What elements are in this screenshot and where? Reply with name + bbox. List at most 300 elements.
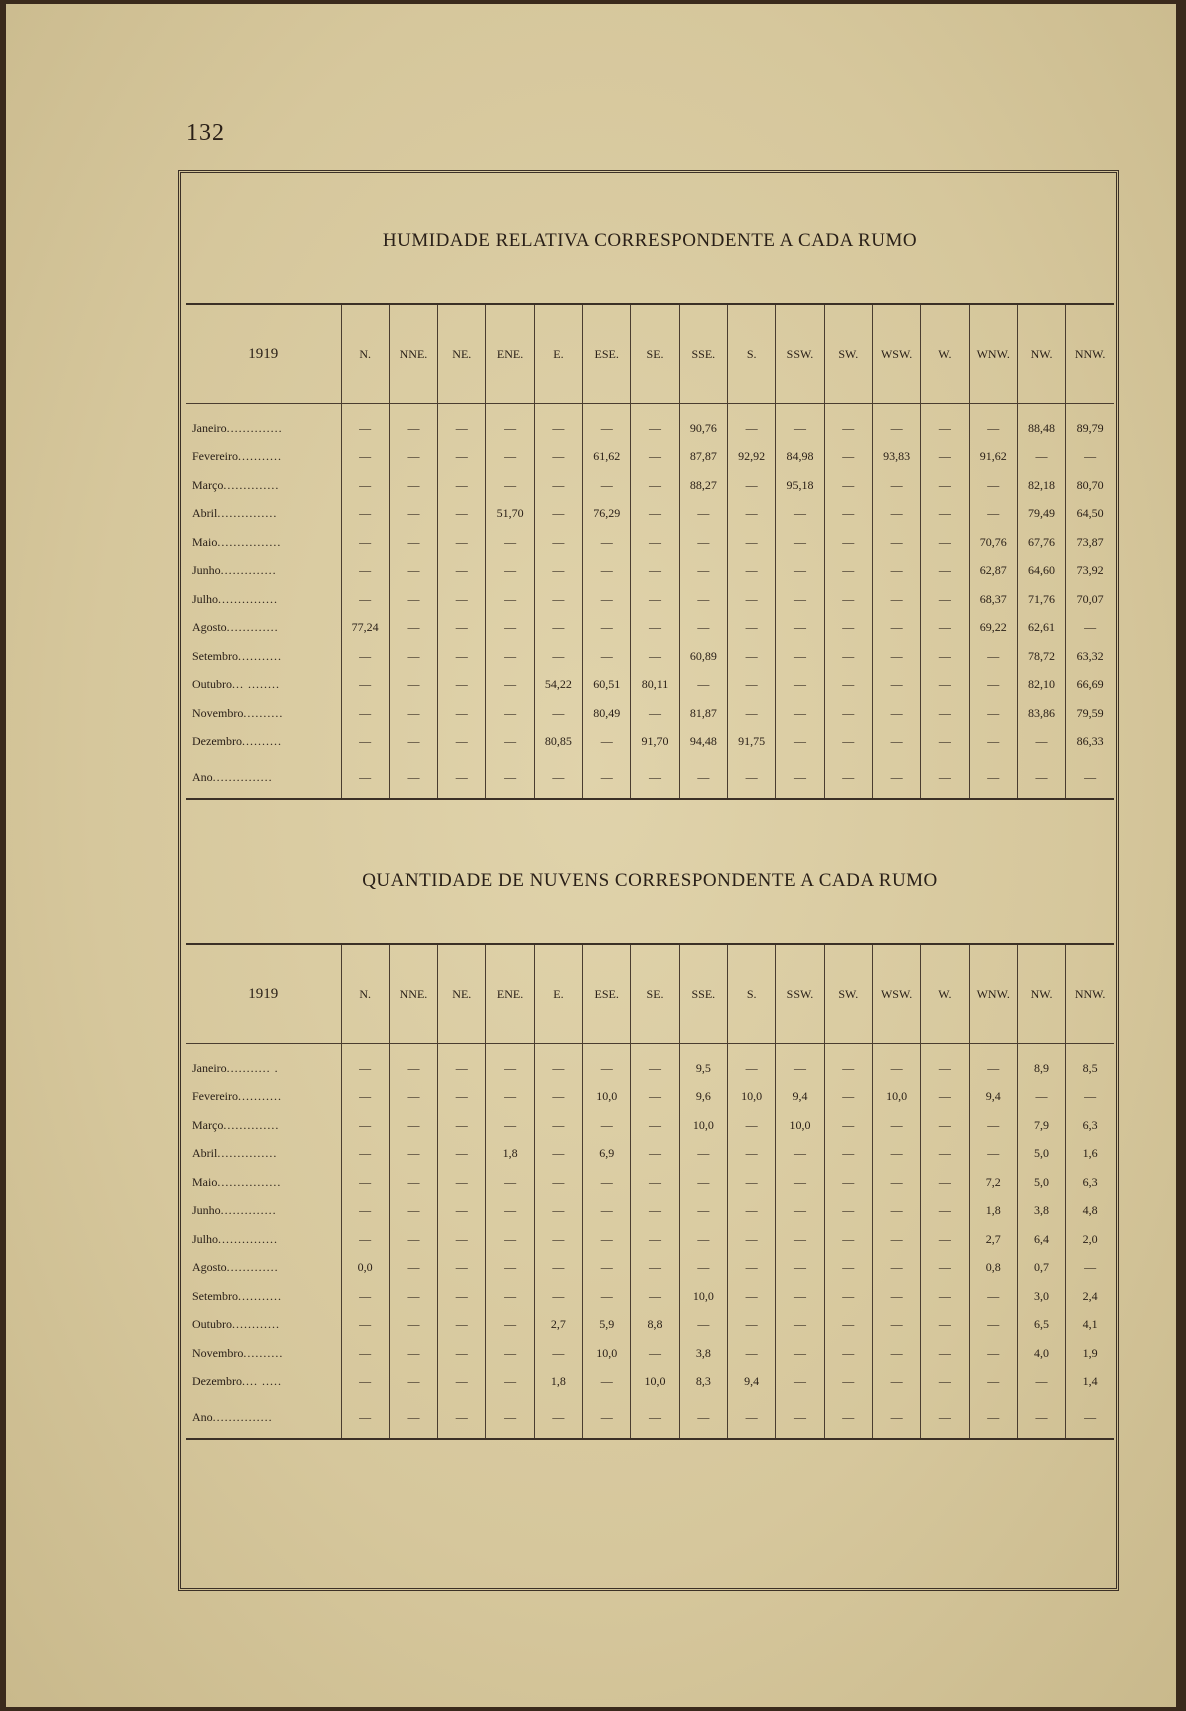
value-cell: — — [969, 1282, 1017, 1311]
value-cell: — — [921, 1311, 969, 1340]
month-row — [186, 404, 1114, 443]
leader-dots: ............... — [212, 1409, 273, 1424]
value-cell: — — [438, 1225, 486, 1254]
value-cell: 10,0 — [679, 1282, 727, 1311]
value-cell: 60,89 — [679, 642, 727, 671]
value-cell: — — [824, 614, 872, 643]
value-cell: 9,5 — [679, 1044, 727, 1083]
row-label: Agosto — [192, 1260, 227, 1275]
value-cell: — — [341, 528, 389, 557]
row-label: Novembro — [192, 705, 244, 720]
value-cell: 8,3 — [679, 1368, 727, 1397]
value-cell: — — [728, 471, 776, 500]
value-cell: 70,76 — [969, 528, 1017, 557]
value-cell: 83,86 — [1017, 699, 1065, 728]
value-cell: 68,37 — [969, 585, 1017, 614]
value-cell: — — [583, 1111, 631, 1140]
value-cell: 2,7 — [969, 1225, 1017, 1254]
year-header: 1919 — [186, 305, 341, 404]
value-cell: — — [921, 671, 969, 700]
leader-dots: .............. — [220, 563, 277, 578]
row-label-cell — [186, 614, 341, 643]
value-cell: — — [486, 585, 534, 614]
value-cell: — — [824, 1111, 872, 1140]
value-cell: — — [728, 1044, 776, 1083]
value-cell: — — [534, 614, 582, 643]
column-header-direction: WNW. — [969, 945, 1017, 1044]
value-cell: — — [824, 1044, 872, 1083]
value-cell: — — [583, 1254, 631, 1283]
value-cell: — — [389, 585, 437, 614]
value-cell: — — [824, 1282, 872, 1311]
humidity-table-section — [186, 178, 1114, 800]
leader-dots: .... ..... — [241, 1374, 282, 1389]
value-cell: — — [534, 404, 582, 443]
row-label: Maio — [192, 1174, 218, 1189]
value-cell: — — [534, 642, 582, 671]
column-header-direction: S. — [728, 945, 776, 1044]
value-cell: — — [438, 1044, 486, 1083]
value-cell: — — [824, 528, 872, 557]
value-cell: — — [728, 1311, 776, 1340]
value-cell: — — [583, 642, 631, 671]
value-cell: 82,18 — [1017, 471, 1065, 500]
value-cell: — — [824, 471, 872, 500]
value-cell: — — [728, 614, 776, 643]
value-cell: — — [631, 557, 679, 586]
leader-dots: .......... — [243, 1345, 284, 1360]
value-cell: — — [486, 1044, 534, 1083]
value-cell: 51,70 — [486, 500, 534, 529]
row-label-cell — [186, 1197, 341, 1226]
month-row — [186, 528, 1114, 557]
value-cell: — — [438, 1168, 486, 1197]
value-cell: — — [341, 1311, 389, 1340]
value-cell: 63,32 — [1066, 642, 1114, 671]
row-label-cell — [186, 642, 341, 671]
value-cell: — — [534, 585, 582, 614]
value-cell: — — [583, 614, 631, 643]
month-row — [186, 1225, 1114, 1254]
value-cell: — — [341, 1396, 389, 1438]
value-cell: — — [438, 1140, 486, 1169]
value-cell: 66,69 — [1066, 671, 1114, 700]
value-cell: — — [486, 1368, 534, 1397]
value-cell: — — [631, 528, 679, 557]
column-header-direction: SW. — [824, 945, 872, 1044]
value-cell: 64,50 — [1066, 500, 1114, 529]
value-cell: — — [438, 1111, 486, 1140]
value-cell: — — [631, 443, 679, 472]
value-cell: — — [389, 1111, 437, 1140]
value-cell: 1,9 — [1066, 1339, 1114, 1368]
value-cell: — — [728, 404, 776, 443]
value-cell: — — [486, 404, 534, 443]
row-label-cell — [186, 1044, 341, 1083]
value-cell: — — [631, 585, 679, 614]
clouds-table — [186, 945, 1114, 1438]
value-cell: 86,33 — [1066, 728, 1114, 757]
row-label-cell — [186, 1368, 341, 1397]
column-header-direction: SW. — [824, 305, 872, 404]
value-cell: — — [824, 500, 872, 529]
leader-dots: ............ — [232, 1317, 280, 1332]
value-cell: — — [921, 1254, 969, 1283]
value-cell: — — [389, 728, 437, 757]
annual-row — [186, 756, 1114, 798]
value-cell: — — [872, 699, 920, 728]
value-cell: 62,61 — [1017, 614, 1065, 643]
value-cell: — — [389, 699, 437, 728]
value-cell: — — [776, 671, 824, 700]
value-cell: — — [969, 642, 1017, 671]
value-cell: — — [679, 1311, 727, 1340]
value-cell: 94,48 — [679, 728, 727, 757]
value-cell: — — [534, 1396, 582, 1438]
value-cell: — — [438, 585, 486, 614]
value-cell: — — [438, 1368, 486, 1397]
row-label: Fevereiro — [192, 1089, 238, 1104]
month-row — [186, 1311, 1114, 1340]
value-cell: — — [486, 1339, 534, 1368]
value-cell: — — [679, 528, 727, 557]
value-cell: 4,1 — [1066, 1311, 1114, 1340]
value-cell: — — [776, 1140, 824, 1169]
table-title: QUANTIDADE DE NUVENS CORRESPONDENTE A CADA RUMO — [186, 818, 1114, 945]
year-header: 1919 — [186, 945, 341, 1044]
value-cell: — — [534, 1339, 582, 1368]
leader-dots: ............... — [217, 506, 278, 521]
page-number: 132 — [186, 120, 225, 146]
value-cell: 10,0 — [872, 1083, 920, 1112]
value-cell: 3,8 — [1017, 1197, 1065, 1226]
value-cell: — — [679, 756, 727, 798]
leader-dots: ............... — [218, 1231, 279, 1246]
row-label-cell — [186, 1396, 341, 1438]
value-cell: 0,8 — [969, 1254, 1017, 1283]
value-cell: 64,60 — [1017, 557, 1065, 586]
row-label-cell — [186, 1168, 341, 1197]
leader-dots: ............... — [218, 591, 279, 606]
value-cell: — — [389, 671, 437, 700]
value-cell: 54,22 — [534, 671, 582, 700]
month-row — [186, 1111, 1114, 1140]
value-cell: — — [969, 671, 1017, 700]
row-label: Julho — [192, 591, 219, 606]
value-cell: — — [728, 1197, 776, 1226]
column-header-direction: ESE. — [583, 945, 631, 1044]
value-cell: — — [438, 642, 486, 671]
value-cell: — — [486, 699, 534, 728]
column-header-direction: N. — [341, 945, 389, 1044]
value-cell: — — [389, 500, 437, 529]
value-cell: — — [872, 614, 920, 643]
value-cell: — — [631, 1282, 679, 1311]
value-cell: — — [921, 471, 969, 500]
value-cell: 93,83 — [872, 443, 920, 472]
value-cell: 82,10 — [1017, 671, 1065, 700]
value-cell: — — [921, 1368, 969, 1397]
value-cell: — — [438, 404, 486, 443]
value-cell: — — [921, 756, 969, 798]
leader-dots: .............. — [223, 477, 280, 492]
row-label: Outubro — [192, 677, 232, 692]
value-cell: 6,3 — [1066, 1168, 1114, 1197]
value-cell: — — [872, 471, 920, 500]
value-cell: — — [389, 1254, 437, 1283]
column-header-direction: NW. — [1017, 945, 1065, 1044]
value-cell: — — [341, 1282, 389, 1311]
row-label-cell — [186, 443, 341, 472]
value-cell: — — [631, 1396, 679, 1438]
value-cell: — — [728, 1111, 776, 1140]
value-cell: — — [534, 471, 582, 500]
value-cell: — — [341, 1140, 389, 1169]
row-label: Dezembro — [192, 1374, 242, 1389]
value-cell: — — [631, 1140, 679, 1169]
value-cell: — — [631, 471, 679, 500]
month-row — [186, 1140, 1114, 1169]
month-row — [186, 728, 1114, 757]
value-cell: — — [776, 1225, 824, 1254]
column-header-direction: SSW. — [776, 945, 824, 1044]
month-row — [186, 443, 1114, 472]
value-cell: — — [341, 1225, 389, 1254]
column-header-direction: NNE. — [389, 305, 437, 404]
month-row — [186, 500, 1114, 529]
value-cell: — — [1017, 1083, 1065, 1112]
value-cell: — — [534, 528, 582, 557]
value-cell: — — [631, 1044, 679, 1083]
value-cell: — — [438, 671, 486, 700]
value-cell: — — [824, 1368, 872, 1397]
value-cell: — — [921, 1282, 969, 1311]
leader-dots: .............. — [220, 1203, 277, 1218]
value-cell: — — [631, 614, 679, 643]
value-cell: — — [872, 1111, 920, 1140]
value-cell: — — [486, 557, 534, 586]
value-cell: — — [824, 443, 872, 472]
row-label-cell — [186, 1111, 341, 1140]
value-cell: — — [341, 1111, 389, 1140]
value-cell: — — [776, 500, 824, 529]
row-label: Ano — [192, 769, 213, 784]
row-label-cell — [186, 671, 341, 700]
value-cell: — — [1066, 756, 1114, 798]
value-cell: — — [872, 1396, 920, 1438]
value-cell: — — [776, 756, 824, 798]
value-cell: — — [631, 642, 679, 671]
value-cell: — — [341, 1044, 389, 1083]
value-cell: — — [776, 1368, 824, 1397]
value-cell: 91,75 — [728, 728, 776, 757]
value-cell: — — [534, 443, 582, 472]
row-label: Março — [192, 1117, 224, 1132]
value-cell: — — [631, 404, 679, 443]
month-row — [186, 1368, 1114, 1397]
leader-dots: ............... — [212, 769, 273, 784]
column-header-direction: NNE. — [389, 945, 437, 1044]
value-cell: 79,49 — [1017, 500, 1065, 529]
value-cell: — — [921, 1083, 969, 1112]
value-cell: — — [486, 642, 534, 671]
value-cell: — — [534, 1168, 582, 1197]
row-label-cell — [186, 528, 341, 557]
annual-row — [186, 1396, 1114, 1438]
leader-dots: ................ — [217, 1174, 282, 1189]
value-cell: — — [583, 1282, 631, 1311]
value-cell: — — [728, 671, 776, 700]
value-cell: 80,49 — [583, 699, 631, 728]
value-cell: — — [486, 1111, 534, 1140]
value-cell: — — [389, 1311, 437, 1340]
row-label-cell — [186, 1282, 341, 1311]
value-cell: — — [872, 1254, 920, 1283]
month-row — [186, 557, 1114, 586]
column-header-direction: W. — [921, 305, 969, 404]
value-cell: — — [583, 1197, 631, 1226]
value-cell: — — [679, 614, 727, 643]
value-cell: — — [1066, 614, 1114, 643]
value-cell: 71,76 — [1017, 585, 1065, 614]
row-label-cell — [186, 728, 341, 757]
row-label: Dezembro — [192, 734, 242, 749]
value-cell: — — [631, 1225, 679, 1254]
value-cell: — — [341, 557, 389, 586]
row-label-cell — [186, 1339, 341, 1368]
column-header-direction: ENE. — [486, 305, 534, 404]
value-cell: — — [438, 1197, 486, 1226]
value-cell: — — [872, 585, 920, 614]
value-cell: 2,4 — [1066, 1282, 1114, 1311]
value-cell: — — [824, 557, 872, 586]
value-cell: — — [438, 1311, 486, 1340]
value-cell: — — [921, 1168, 969, 1197]
value-cell: — — [872, 1368, 920, 1397]
row-label-cell — [186, 1225, 341, 1254]
value-cell: — — [341, 671, 389, 700]
value-cell: 69,22 — [969, 614, 1017, 643]
value-cell: — — [921, 614, 969, 643]
value-cell: — — [776, 1282, 824, 1311]
value-cell: 88,48 — [1017, 404, 1065, 443]
value-cell: 1,8 — [534, 1368, 582, 1397]
leader-dots: ........... — [238, 648, 282, 663]
value-cell: — — [389, 642, 437, 671]
value-cell: — — [776, 1311, 824, 1340]
value-cell: 79,59 — [1066, 699, 1114, 728]
value-cell: — — [438, 500, 486, 529]
value-cell: 9,4 — [969, 1083, 1017, 1112]
value-cell: — — [776, 1197, 824, 1226]
value-cell: — — [921, 528, 969, 557]
column-header-direction: SE. — [631, 305, 679, 404]
value-cell: — — [438, 528, 486, 557]
value-cell: 80,11 — [631, 671, 679, 700]
value-cell: — — [824, 1140, 872, 1169]
value-cell: — — [921, 1140, 969, 1169]
leader-dots: ............. — [226, 620, 279, 635]
value-cell: — — [872, 1197, 920, 1226]
column-header-direction: SSW. — [776, 305, 824, 404]
value-cell: — — [438, 1282, 486, 1311]
value-cell: — — [389, 471, 437, 500]
value-cell: — — [438, 728, 486, 757]
value-cell: — — [486, 1254, 534, 1283]
value-cell: 9,4 — [728, 1368, 776, 1397]
value-cell: — — [341, 585, 389, 614]
value-cell: — — [631, 699, 679, 728]
value-cell: 0,0 — [341, 1254, 389, 1283]
value-cell: — — [631, 756, 679, 798]
value-cell: — — [824, 404, 872, 443]
value-cell: — — [824, 642, 872, 671]
month-row — [186, 614, 1114, 643]
value-cell: — — [872, 1168, 920, 1197]
column-header-direction: SE. — [631, 945, 679, 1044]
value-cell: — — [921, 1396, 969, 1438]
column-header-direction: N. — [341, 305, 389, 404]
value-cell: — — [728, 585, 776, 614]
value-cell: — — [969, 1140, 1017, 1169]
value-cell: 1,8 — [486, 1140, 534, 1169]
column-header-direction: NNW. — [1066, 945, 1114, 1044]
value-cell: 6,4 — [1017, 1225, 1065, 1254]
value-cell: — — [824, 1254, 872, 1283]
month-row — [186, 1044, 1114, 1083]
leader-dots: ........... — [237, 1089, 282, 1104]
value-cell: 10,0 — [679, 1111, 727, 1140]
value-cell: 7,9 — [1017, 1111, 1065, 1140]
row-label: Agosto — [192, 620, 227, 635]
value-cell: 88,27 — [679, 471, 727, 500]
value-cell: — — [583, 585, 631, 614]
value-cell: 90,76 — [679, 404, 727, 443]
row-label-cell — [186, 557, 341, 586]
value-cell: — — [824, 728, 872, 757]
value-cell: — — [486, 1225, 534, 1254]
value-cell: — — [486, 614, 534, 643]
value-cell: — — [776, 1168, 824, 1197]
value-cell: — — [1066, 443, 1114, 472]
value-cell: 91,70 — [631, 728, 679, 757]
value-cell: — — [824, 1197, 872, 1226]
value-cell: — — [728, 642, 776, 671]
value-cell: 91,62 — [969, 443, 1017, 472]
value-cell: 87,87 — [679, 443, 727, 472]
column-header-direction: ENE. — [486, 945, 534, 1044]
value-cell: — — [728, 1254, 776, 1283]
humidity-table — [186, 305, 1114, 798]
value-cell: — — [921, 585, 969, 614]
leader-dots: ........... — [238, 1288, 282, 1303]
value-cell: — — [921, 404, 969, 443]
value-cell: — — [728, 557, 776, 586]
value-cell: — — [969, 404, 1017, 443]
value-cell: — — [872, 1044, 920, 1083]
value-cell: — — [389, 1168, 437, 1197]
value-cell: — — [679, 585, 727, 614]
value-cell: 1,6 — [1066, 1140, 1114, 1169]
value-cell: — — [534, 1225, 582, 1254]
value-cell: — — [534, 1111, 582, 1140]
column-header-direction: W. — [921, 945, 969, 1044]
value-cell: 62,87 — [969, 557, 1017, 586]
value-cell: — — [583, 471, 631, 500]
value-cell: — — [583, 1368, 631, 1397]
value-cell: — — [534, 1282, 582, 1311]
value-cell: — — [1017, 1396, 1065, 1438]
